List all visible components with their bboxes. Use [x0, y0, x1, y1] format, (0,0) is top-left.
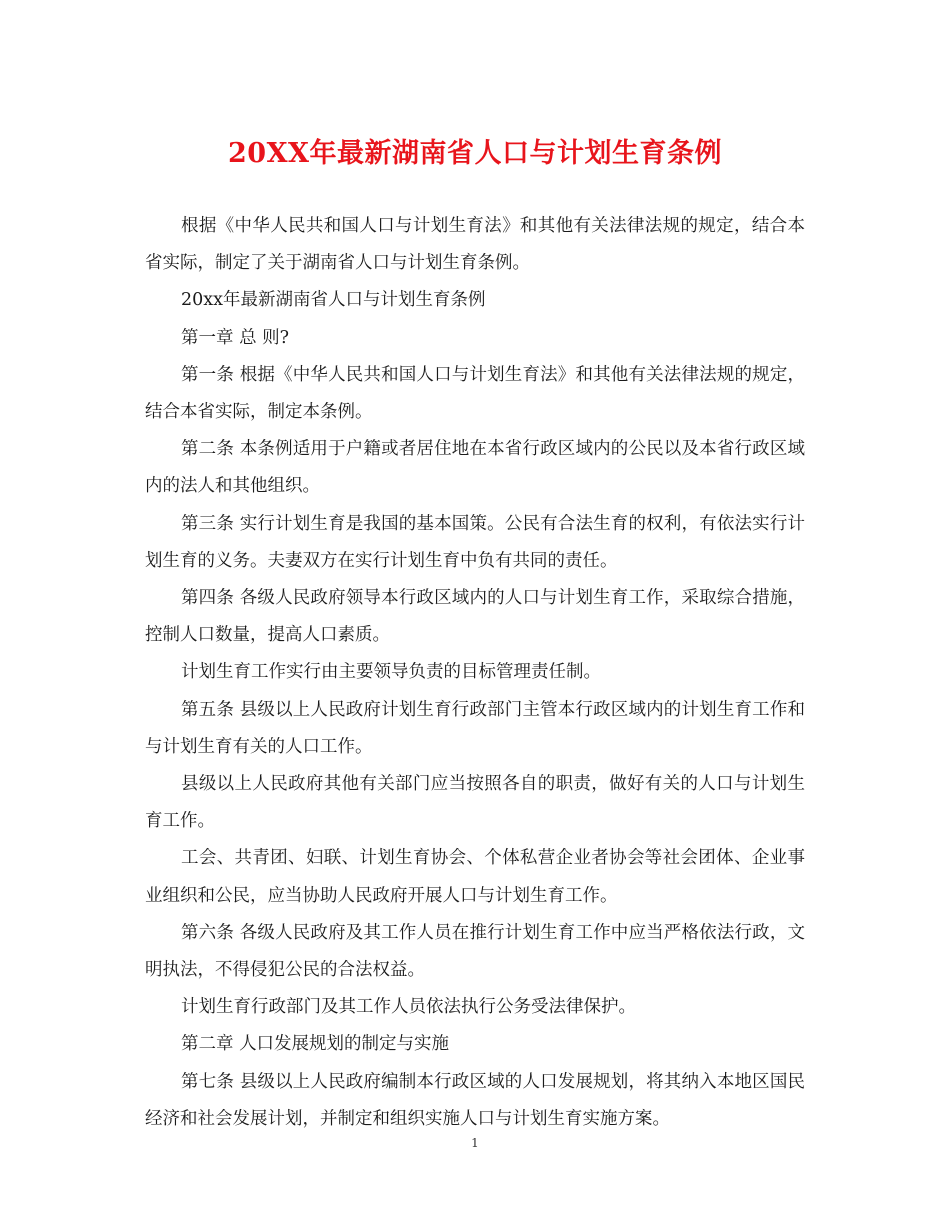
page-number: 1: [471, 1136, 479, 1150]
paragraph: 20xx年最新湖南省人口与计划生育条例: [181, 290, 486, 311]
paragraph: 计划生育工作实行由主要领导负责的目标管理责任制。: [181, 662, 601, 683]
paragraph: 第五条 县级以上人民政府计划生育行政部门主管本行政区域内的计划生育工作和与计划生育有关的人口工作。: [145, 699, 805, 757]
paragraph: 第一章 总 则?: [181, 327, 290, 348]
paragraph: 县级以上人民政府其他有关部门应当按照各自的职责，做好有关的人口与计划生育工作。: [145, 774, 805, 832]
paragraph: 工会、共青团、妇联、计划生育协会、个体私营企业者协会等社会团体、企业事业组织和公民，应当协助人民政府开展人口与计划生育工作。: [145, 848, 805, 906]
paragraph: 根据《中华人民共和国人口与计划生育法》和其他有关法律法规的规定，结合本省实际，制定了关于湖南省人口与计划生育条例。: [145, 216, 805, 274]
paragraph: 第三条 实行计划生育是我国的基本国策。公民有合法生育的权利，有依法实行计划生育的义务。夫妻双方在实行计划生育中负有共同的责任。: [145, 513, 805, 571]
paragraph: 第四条 各级人民政府领导本行政区域内的人口与计划生育工作，采取综合措施，控制人口数量，提高人口素质。: [145, 588, 805, 646]
document-title: 20XX年最新湖南省人口与计划生育条例: [228, 138, 722, 169]
paragraph: 第二条 本条例适用于户籍或者居住地在本省行政区域内的公民以及本省行政区域内的法人和其他组织。: [145, 439, 805, 497]
paragraph: 第一条 根据《中华人民共和国人口与计划生育法》和其他有关法律法规的规定，结合本省实际，制定本条例。: [145, 364, 805, 423]
paragraph: 第六条 各级人民政府及其工作人员在推行计划生育工作中应当严格依法行政，文明执法，不得侵犯公民的合法权益。: [145, 922, 805, 981]
paragraph: 第二章 人口发展规划的制定与实施: [181, 1034, 450, 1055]
document-body: [145, 208, 805, 1138]
paragraph: 计划生育行政部门及其工作人员依法执行公务受法律保护。: [181, 997, 636, 1018]
paragraph: 第七条 县级以上人民政府编制本行政区域的人口发展规划，将其纳入本地区国民经济和社会发展计划，并制定和组织实施人口与计划生育实施方案。: [145, 1071, 805, 1129]
